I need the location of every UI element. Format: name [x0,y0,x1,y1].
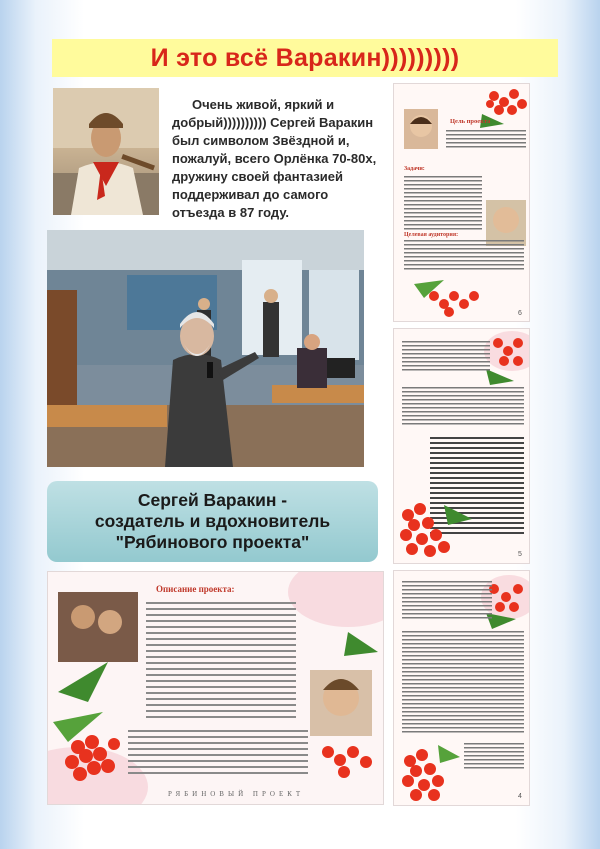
caption-line-1: Сергей Варакин - [137,490,288,510]
slide-section-audience: Целевая аудитория: [404,232,459,238]
caption-line-3: "Рябинового проекта" [115,532,310,552]
slide-page-number: 5 [518,551,522,558]
rowan-decoration [394,329,530,564]
slide-heading: Цель проекта [450,118,491,125]
intro-paragraph: Очень живой, яркий и добрый)))))))))) Сергей Варакин был символом Звёздной и, пожалуй, всего Орлёнка 70-80х, дружину своей фантазией поддерживал до самого отъезда в 87 году. [172,97,377,220]
page-title: И это всё Варакин))))))))) [150,43,460,72]
caption-box [47,481,378,562]
portrait-photo [53,88,159,215]
slide-heading: Описание проекта: [156,584,235,594]
portrait-illustration [53,88,159,215]
text-slide [393,570,530,806]
slide-footer: РЯБИНОВЫЙ ПРОЕКТ [168,790,305,798]
project-description-slide [47,571,384,805]
title-banner [52,39,558,77]
classroom-illustration [47,230,364,467]
caption-line-2: создатель и вдохновитель [94,511,331,531]
quote-slide [393,328,530,564]
slide-page-number: 4 [518,793,522,800]
rowan-decoration [394,571,530,806]
goal-slide [393,83,530,322]
slide-section-tasks: Задачи: [404,166,425,172]
slide-page-number: 6 [518,310,522,317]
classroom-photo [47,230,364,467]
rowan-decoration [48,572,384,805]
